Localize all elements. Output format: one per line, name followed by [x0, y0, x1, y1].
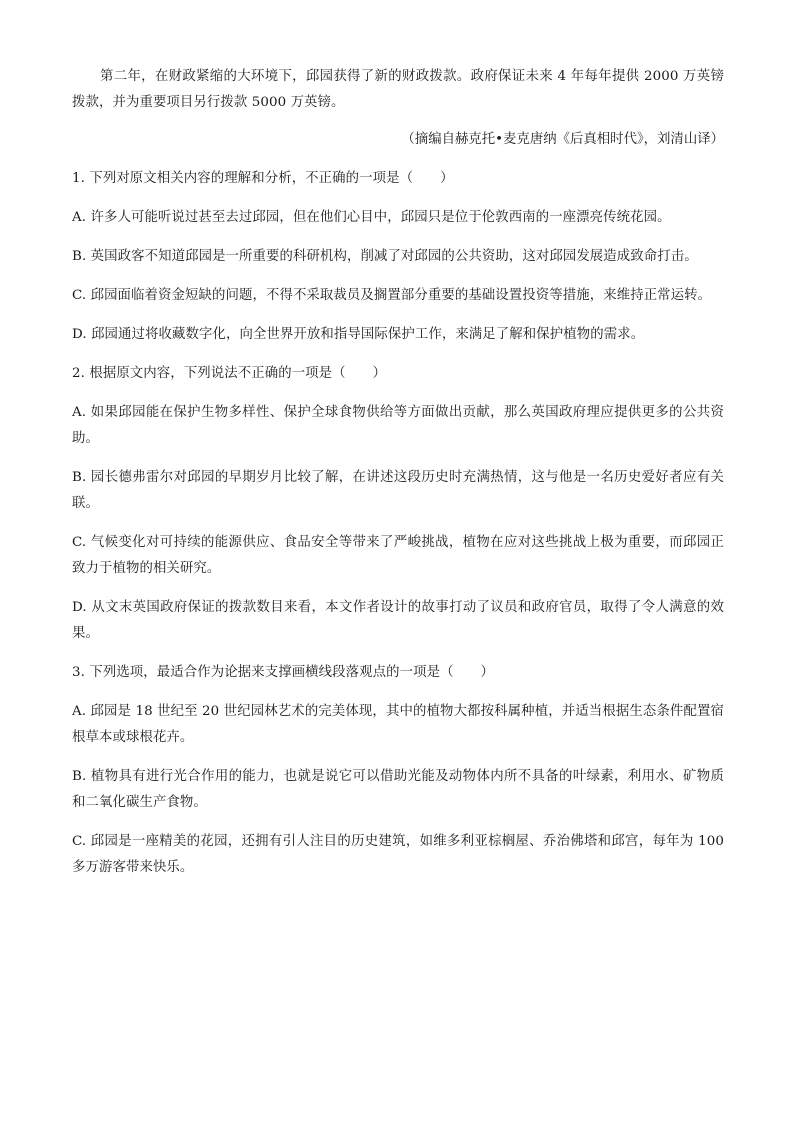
question-3-option-a: A. 邱园是 18 世纪至 20 世纪园林艺术的完美体现，其中的植物大都按科属种植，并适当根据生态条件配置宿根草本或球根花卉。 — [72, 704, 724, 745]
exam-content — [72, 64, 724, 881]
question-3-option-b: B. 植物具有进行光合作用的能力，也就是说它可以借助光能及动物体内所不具备的叶绿素，利用水、矿物质和二氧化碳生产食物。 — [72, 769, 724, 810]
question-2-option-a: A. 如果邱园能在保护生物多样性、保护全球食物供给等方面做出贡献，那么英国政府理应提供更多的公共资助。 — [72, 405, 724, 446]
question-2-option-c: C. 气候变化对可持续的能源供应、食品安全等带来了严峻挑战，植物在应对这些挑战上极为重要，而邱园正致力于植物的相关研究。 — [72, 535, 724, 576]
question-1-option-b: B. 英国政客不知道邱园是一所重要的科研机构，削减了对邱园的公共资助，这对邱园发展造成致命打击。 — [72, 249, 698, 264]
question-2-option-b: B. 园长德弗雷尔对邱园的早期岁月比较了解，在讲述这段历史时充满热情，这与他是一名历史爱好者应有关联。 — [72, 470, 724, 511]
question-1-option-c: C. 邱园面临着资金短缺的问题，不得不采取裁员及搁置部分重要的基础设置投资等措施，来维持正常运转。 — [72, 288, 712, 303]
question-2-option-d: D. 从文末英国政府保证的拨款数目来看，本文作者设计的故事打动了议员和政府官员，取得了令人满意的效果。 — [72, 600, 724, 641]
question-3-option-c: C. 邱园是一座精美的花园，还拥有引人注目的历史建筑，如维多利亚棕榈屋、乔治佛塔和邱宫，每年为 100 多万游客带来快乐。 — [72, 834, 724, 875]
question-1-stem: 1. 下列对原文相关内容的理解和分析，不正确的一项是（ ） — [72, 171, 454, 186]
question-2-stem: 2. 根据原文内容，下列说法不正确的一项是（ ） — [72, 366, 387, 381]
question-1-option-a: A. 许多人可能听说过甚至去过邱园，但在他们心目中，邱园只是位于伦敦西南的一座漂亮传统花园。 — [72, 210, 671, 225]
question-1-option-d: D. 邱园通过将收藏数字化，向全世界开放和指导国际保护工作，来满足了解和保护植物的需求。 — [72, 327, 645, 342]
passage-closing-paragraph: 第二年，在财政紧缩的大环境下，邱园获得了新的财政拨款。政府保证未来 4 年每年提供 2000 万英镑拨款，并为重要项目另行拨款 5000 万英镑。 — [72, 69, 724, 110]
question-3-stem: 3. 下列选项，最适合作为论据来支撑画横线段落观点的一项是（ ） — [72, 665, 495, 680]
passage-citation: （摘编自赫克托•麦克唐纳《后真相时代》，刘清山译） — [401, 132, 724, 147]
